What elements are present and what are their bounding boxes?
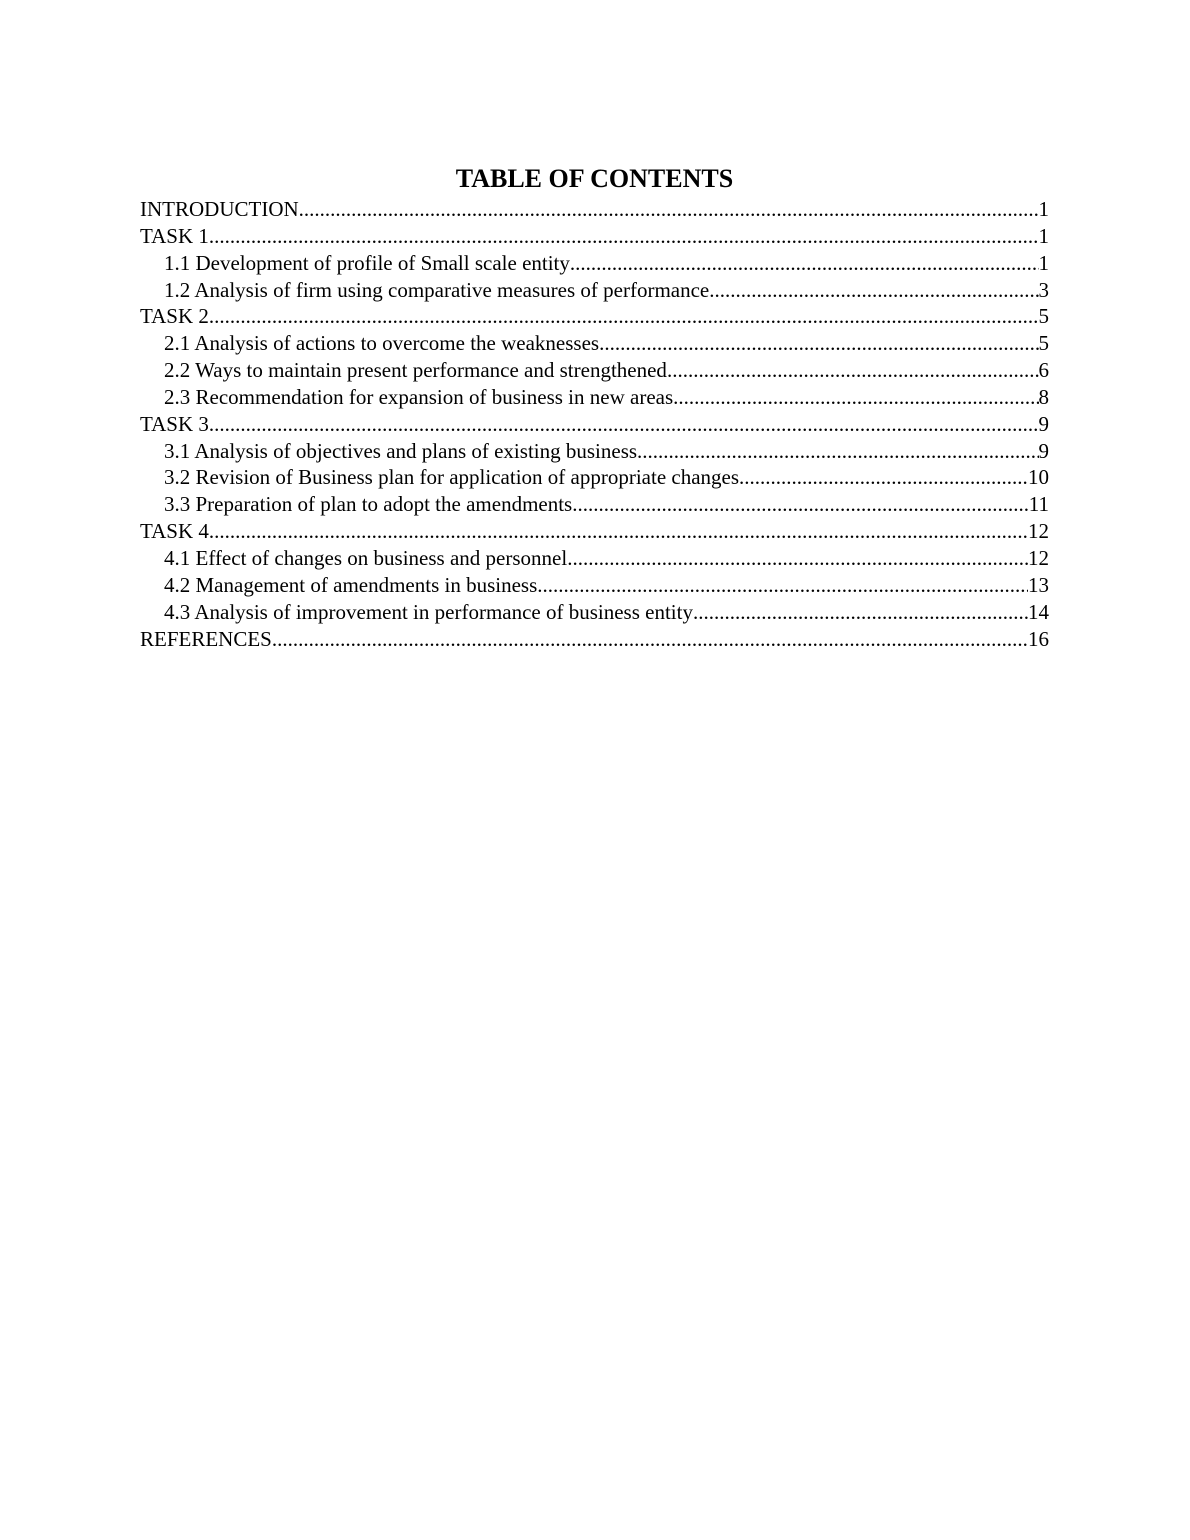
toc-entry-label: 2.2 Ways to maintain present performance and strengthened (164, 358, 667, 383)
toc-dot-leader (572, 491, 1029, 518)
toc-dot-leader (739, 464, 1028, 491)
toc-dot-leader (673, 384, 1038, 411)
toc-entry-label: 3.3 Preparation of plan to adopt the amendments (164, 492, 573, 517)
toc-entry-page-number: 16 (1028, 626, 1049, 651)
toc-entry-label: 3.2 Revision of Business plan for application of appropriate changes (164, 465, 740, 490)
toc-entry[interactable] (140, 277, 1049, 304)
toc-entry-page-number: 14 (1028, 599, 1049, 624)
toc-entry-label: TASK 2 (140, 304, 209, 329)
toc-dot-leader (599, 330, 1038, 357)
toc-dot-leader (667, 357, 1039, 384)
toc-entry-label: TASK 4 (140, 519, 209, 544)
toc-entry-page-number: 5 (1038, 304, 1049, 329)
toc-entry[interactable] (140, 384, 1049, 411)
toc-entry-label: 1.1 Development of profile of Small scale entity (164, 250, 570, 275)
toc-entry[interactable] (140, 223, 1049, 250)
toc-entry[interactable] (140, 250, 1049, 277)
toc-entry-label: TASK 3 (140, 411, 209, 436)
toc-entry[interactable] (140, 303, 1049, 330)
toc-entry-label: INTRODUCTION (140, 197, 299, 221)
toc-entry[interactable] (140, 330, 1049, 357)
toc-entry-label: 4.1 Effect of changes on business and personnel (164, 545, 568, 570)
toc-entry-label: TASK 1 (140, 223, 209, 248)
toc-dot-leader (537, 572, 1028, 599)
toc-dot-leader (209, 303, 1039, 330)
toc-entry-page-number: 6 (1038, 358, 1049, 383)
toc-entry[interactable] (140, 626, 1049, 653)
toc-entry-label: 4.3 Analysis of improvement in performance of business entity (164, 599, 693, 624)
toc-dot-leader (709, 277, 1038, 304)
toc-entry-label: 3.1 Analysis of objectives and plans of existing business (164, 438, 638, 463)
toc-entry[interactable] (140, 572, 1049, 599)
toc-entry-page-number: 9 (1038, 411, 1049, 436)
toc-entry-page-number: 1 (1038, 250, 1049, 275)
toc-dot-leader (299, 196, 1039, 223)
toc-dot-leader (567, 545, 1028, 572)
toc-entry-page-number: 9 (1038, 438, 1049, 463)
toc-dot-leader (637, 438, 1038, 465)
toc-entry-label: 4.2 Management of amendments in business (164, 572, 538, 597)
toc-entry-page-number: 1 (1038, 197, 1049, 221)
toc-dot-leader (209, 518, 1028, 545)
toc-entry[interactable] (140, 357, 1049, 384)
toc-dot-leader (693, 599, 1028, 626)
toc-dot-leader (209, 411, 1039, 438)
toc-entry-page-number: 8 (1038, 384, 1049, 409)
toc-entry-page-number: 3 (1038, 277, 1049, 302)
toc-entry-label: REFERENCES (140, 626, 272, 651)
toc-entry[interactable] (140, 411, 1049, 438)
toc-entry-label: 2.1 Analysis of actions to overcome the weaknesses (164, 331, 600, 356)
toc-list (140, 196, 1049, 652)
toc-entry[interactable] (140, 545, 1049, 572)
toc-entry-page-number: 11 (1028, 492, 1049, 517)
toc-entry-page-number: 12 (1028, 519, 1049, 544)
toc-dot-leader (272, 626, 1028, 653)
toc-entry-page-number: 13 (1028, 572, 1049, 597)
toc-dot-leader (570, 250, 1039, 277)
toc-title: TABLE OF CONTENTS (455, 164, 734, 193)
toc-entry[interactable] (140, 196, 1049, 223)
toc-entry[interactable] (140, 464, 1049, 491)
toc-entry[interactable] (140, 518, 1049, 545)
toc-dot-leader (209, 223, 1039, 250)
toc-entry-page-number: 12 (1028, 545, 1049, 570)
toc-entry-page-number: 1 (1038, 223, 1049, 248)
toc-entry[interactable] (140, 438, 1049, 465)
toc-entry-page-number: 10 (1028, 465, 1049, 490)
toc-entry-page-number: 5 (1038, 331, 1049, 356)
toc-entry-label: 1.2 Analysis of firm using comparative measures of performance (164, 277, 710, 302)
toc-entry[interactable] (140, 599, 1049, 626)
toc-entry-label: 2.3 Recommendation for expansion of business in new areas (164, 384, 674, 409)
toc-entry[interactable] (140, 491, 1049, 518)
